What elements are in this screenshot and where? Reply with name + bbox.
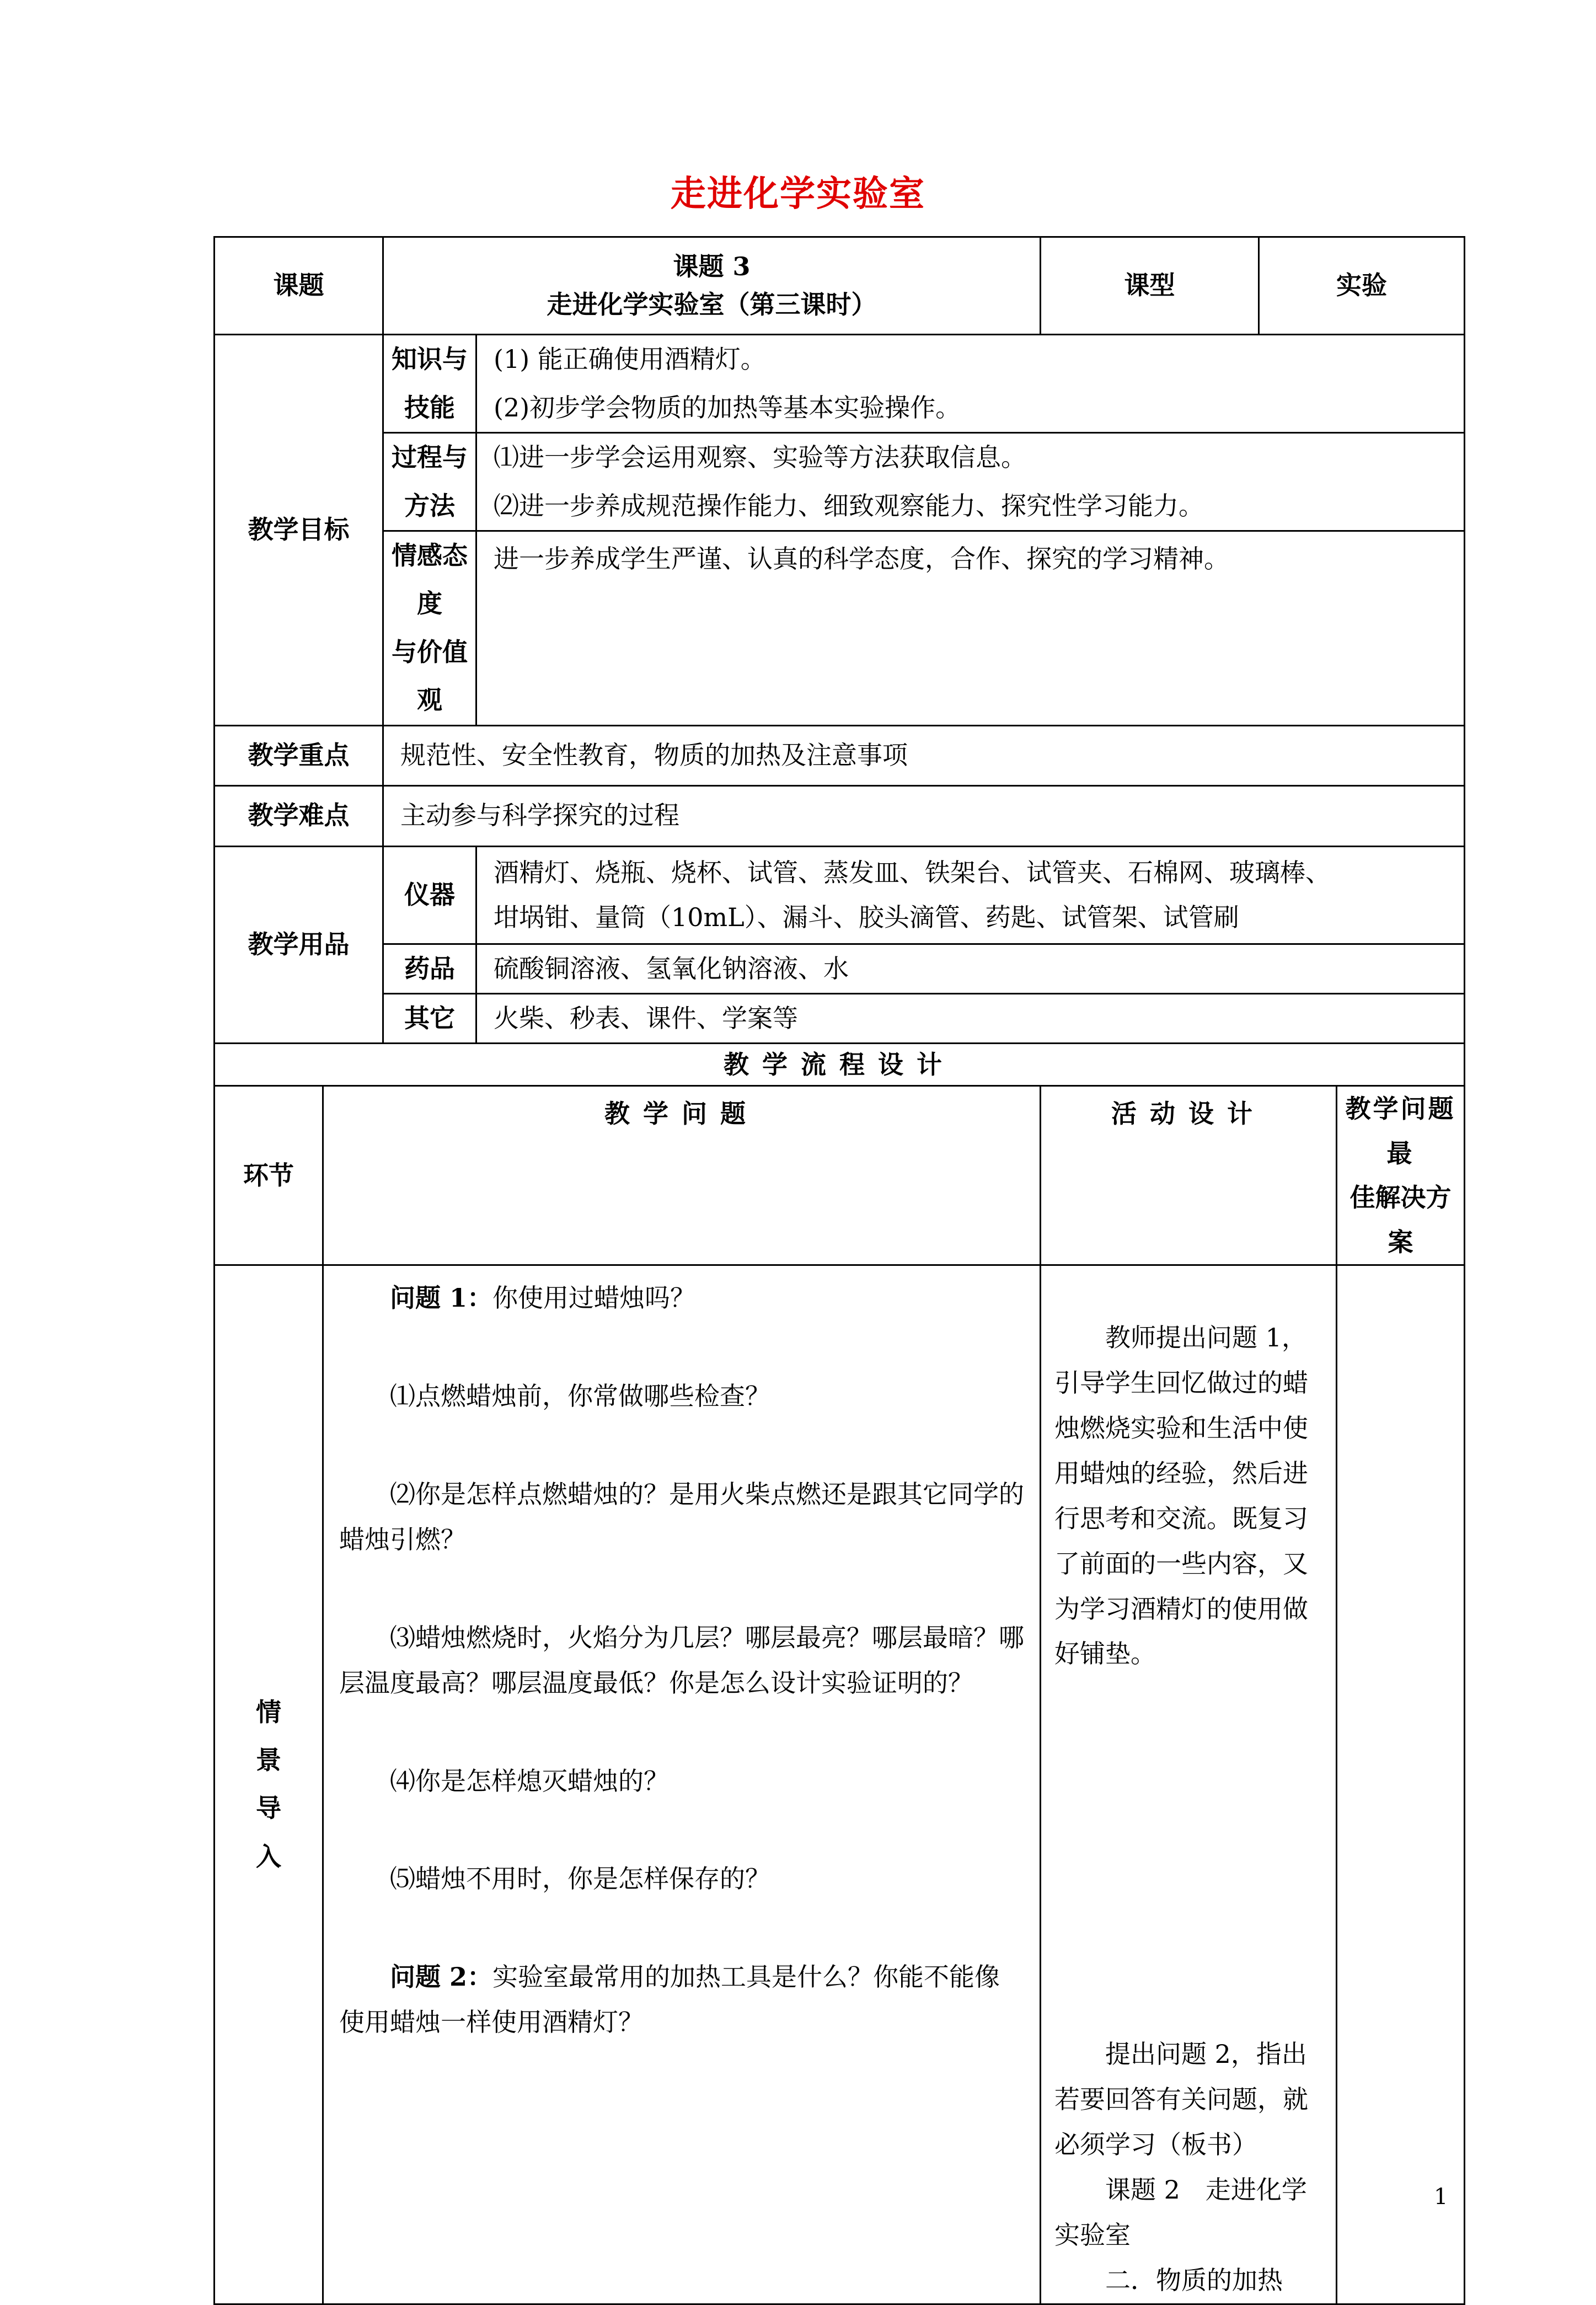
objective-row-knowledge	[215, 335, 1465, 433]
objective-line: ⑵进一步养成规范操作能力、细致观察能力、探究性学习能力。	[494, 490, 1204, 521]
chemicals-value: 硫酸铜溶液、氢氧化钠溶液、水	[476, 944, 1465, 993]
key-point-label: 教学重点	[215, 725, 383, 785]
stage-char: 情	[256, 1697, 281, 1727]
instruments-line: 坩埚钳、量筒（10mL）、漏斗、胶头滴管、药匙、试管架、试管刷	[494, 902, 1239, 932]
solution-header-line: 教学问题最	[1345, 1094, 1456, 1168]
solution-header-line: 佳解决方案	[1349, 1183, 1452, 1257]
flow-title: 教学流程设计	[215, 1044, 1465, 1086]
objective-sub-label	[383, 433, 476, 531]
objective-row-attitude	[215, 531, 1465, 726]
difficulty-row	[215, 785, 1465, 846]
flow-content-row	[215, 1265, 1465, 2304]
materials-label: 教学用品	[215, 846, 383, 1044]
course-row	[215, 237, 1465, 335]
difficulty-label: 教学难点	[215, 785, 383, 846]
question-1-item: ⑷你是怎样熄灭蜡烛的？	[390, 1766, 669, 1796]
question-1-item: ⑶蜡烛燃烧时，火焰分为几层？哪层最亮？哪层最暗？哪层温度最高？哪层温度最低？你是怎么设计实验证明的？	[339, 1622, 1024, 1698]
others-value: 火柴、秒表、课件、学案等	[476, 993, 1465, 1043]
type-value: 实验	[1259, 237, 1465, 335]
stage-cell	[215, 1265, 323, 2304]
stage-char: 入	[256, 1841, 281, 1871]
course-value	[383, 237, 1041, 335]
solution-cell	[1337, 1265, 1465, 2304]
activity-cell	[1041, 1265, 1337, 2304]
objectives-label: 教学目标	[215, 335, 383, 726]
chemicals-label: 药品	[383, 944, 476, 993]
question-cell	[323, 1265, 1041, 2304]
objective-sub-label	[383, 531, 476, 726]
course-number: 课题 3	[673, 252, 751, 281]
key-point-value: 规范性、安全性教育，物质的加热及注意事项	[383, 725, 1465, 785]
question-2	[339, 1955, 1024, 2045]
course-label: 课题	[215, 237, 383, 335]
question-1-item: ⑵你是怎样点燃蜡烛的？是用火柴点燃还是跟其它同学的蜡烛引燃？	[339, 1479, 1024, 1554]
activity-text: 提出问题 2，指出若要回答有关问题，就必须学习（板书）	[1054, 2039, 1308, 2160]
others-row	[215, 993, 1465, 1043]
instruments-label: 仪器	[383, 846, 476, 944]
sub-label-line: 过程与	[392, 442, 468, 473]
sub-label-line: 与价值观	[392, 637, 468, 715]
question-1-item: ⑸蜡烛不用时，你是怎样保存的？	[390, 1864, 770, 1894]
question-1	[339, 1276, 1024, 1321]
course-name: 走进化学实验室（第三课时）	[547, 290, 877, 319]
document-title: 走进化学实验室	[671, 173, 925, 215]
activity-text: 二．物质的加热	[1105, 2265, 1283, 2295]
objective-line: 进一步养成学生严谨、认真的科学态度，合作、探究的学习精神。	[494, 544, 1229, 574]
objective-row-process	[215, 433, 1465, 531]
objective-line: ⑴进一步学会运用观察、实验等方法获取信息。	[494, 442, 1026, 473]
objective-text	[476, 531, 1465, 726]
objective-line: (2)初步学会物质的加热等基本实验操作。	[494, 392, 961, 423]
question-1-label: 问题 1：	[390, 1283, 493, 1313]
col-activity-header: 活动设计	[1041, 1086, 1337, 1265]
col-solution-header	[1337, 1086, 1465, 1265]
instruments-row	[215, 846, 1465, 944]
activity-text: 教师提出问题 1，引导学生回忆做过的蜡烛燃烧实验和生活中使用蜡烛的经验，然后进行思考和交流。既复习了前面的一些内容，又为学习酒精灯的使用做好铺垫。	[1054, 1323, 1308, 1669]
sub-label-line: 方法	[404, 490, 455, 521]
difficulty-value: 主动参与科学探究的过程	[383, 785, 1465, 846]
lesson-plan-table	[213, 236, 1465, 2305]
objective-line: (1) 能正确使用酒精灯。	[494, 344, 766, 375]
chemicals-row	[215, 944, 1465, 993]
instruments-line: 酒精灯、烧瓶、烧杯、试管、蒸发皿、铁架台、试管夹、石棉网、玻璃棒、	[494, 858, 1331, 888]
question-2-label: 问题 2：	[390, 1962, 493, 1992]
stage-char: 景	[256, 1745, 281, 1775]
sub-label-line: 知识与	[392, 344, 468, 375]
sub-label-line: 技能	[404, 392, 455, 423]
flow-header-row	[215, 1086, 1465, 1265]
question-2-text: 实验室最常用的加热工具是什么？你能不能像使用蜡烛一样使用酒精灯？	[339, 1962, 1000, 2037]
col-stage-header: 环节	[215, 1086, 323, 1265]
page-number: 1	[1434, 2184, 1448, 2210]
question-1-item: ⑴点燃蜡烛前，你常做哪些检查？	[390, 1381, 770, 1411]
activity-text: 课题 2 走进化学实验室	[1054, 2174, 1307, 2250]
sub-label-line: 情感态度	[392, 541, 468, 619]
objective-text	[476, 433, 1465, 531]
type-label: 课型	[1041, 237, 1259, 335]
question-1-text: 你使用过蜡烛吗？	[492, 1283, 696, 1313]
col-question-header: 教学问题	[323, 1086, 1041, 1265]
key-point-row	[215, 725, 1465, 785]
objective-sub-label	[383, 335, 476, 433]
objective-text	[476, 335, 1465, 433]
flow-title-row	[215, 1044, 1465, 1086]
instruments-value	[476, 846, 1465, 944]
stage-char: 导	[256, 1793, 281, 1823]
others-label: 其它	[383, 993, 476, 1043]
